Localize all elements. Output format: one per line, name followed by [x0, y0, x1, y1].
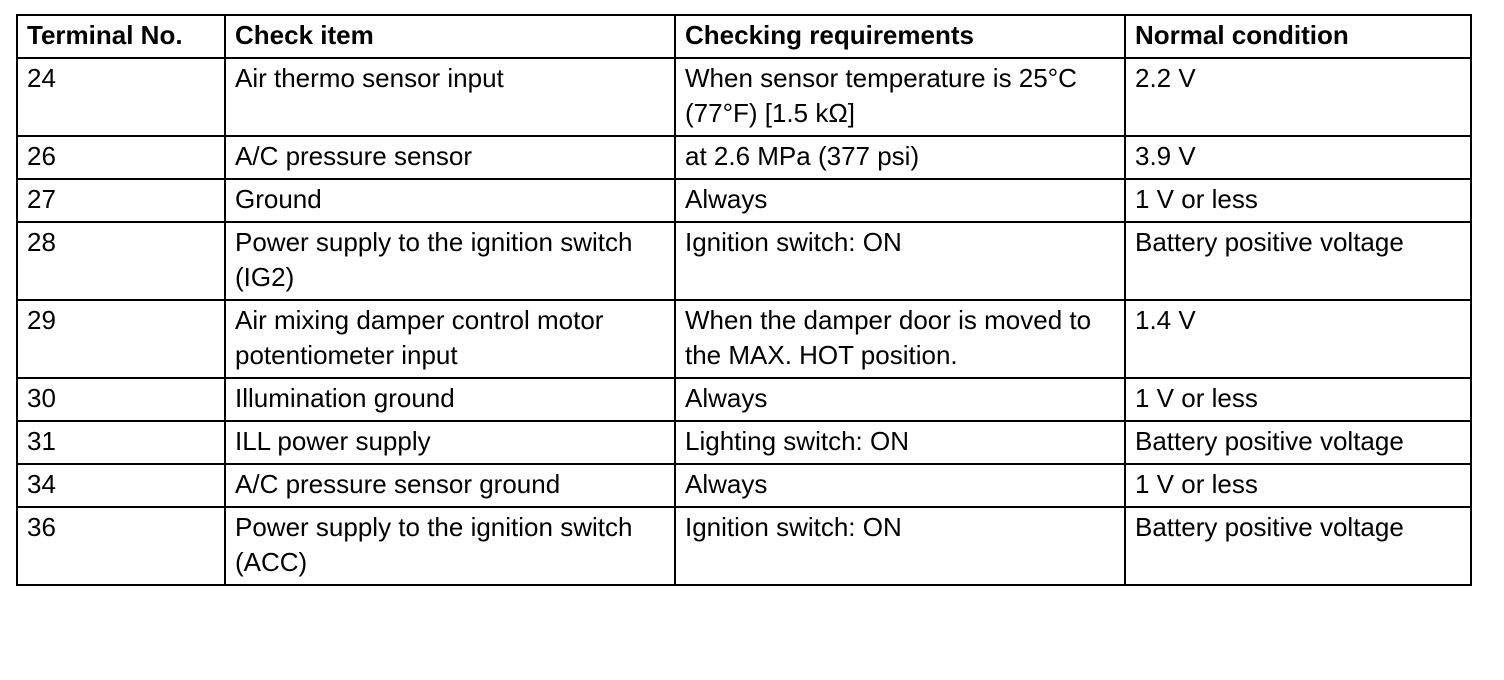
terminal-cell: 28: [17, 222, 225, 300]
terminal-cell: 34: [17, 464, 225, 507]
check-item-cell: ILL power supply: [225, 421, 675, 464]
requirement-cell: Ignition switch: ON: [675, 222, 1125, 300]
normal-condition-cell: Battery positive voltage: [1125, 222, 1471, 300]
check-item-cell: Air mixing damper control motor potentiometer input: [225, 300, 675, 378]
table-row: [17, 378, 1471, 421]
check-item-cell: Illumination ground: [225, 378, 675, 421]
table-row: [17, 179, 1471, 222]
table-row: [17, 464, 1471, 507]
check-item-cell: Power supply to the ignition switch (ACC): [225, 507, 675, 585]
table-row: [17, 507, 1471, 585]
terminal-cell: 29: [17, 300, 225, 378]
header-terminal-no: Terminal No.: [17, 15, 225, 58]
check-item-cell: Ground: [225, 179, 675, 222]
requirement-cell: Lighting switch: ON: [675, 421, 1125, 464]
normal-condition-cell: 2.2 V: [1125, 58, 1471, 136]
normal-condition-cell: 1 V or less: [1125, 179, 1471, 222]
terminal-check-table: [16, 14, 1472, 586]
requirement-cell: at 2.6 MPa (377 psi): [675, 136, 1125, 179]
requirement-cell: Always: [675, 179, 1125, 222]
check-item-cell: A/C pressure sensor ground: [225, 464, 675, 507]
normal-condition-cell: 1 V or less: [1125, 378, 1471, 421]
requirement-cell: Always: [675, 464, 1125, 507]
table-row: [17, 136, 1471, 179]
terminal-cell: 31: [17, 421, 225, 464]
table-row: [17, 300, 1471, 378]
header-checking-requirements: Checking requirements: [675, 15, 1125, 58]
header-check-item: Check item: [225, 15, 675, 58]
normal-condition-cell: 1 V or less: [1125, 464, 1471, 507]
table-row: [17, 421, 1471, 464]
terminal-cell: 24: [17, 58, 225, 136]
requirement-cell: When the damper door is moved to the MAX. HOT position.: [675, 300, 1125, 378]
requirement-cell: When sensor temperature is 25°C (77°F) [1.5 kΩ]: [675, 58, 1125, 136]
requirement-cell: Always: [675, 378, 1125, 421]
requirement-cell: Ignition switch: ON: [675, 507, 1125, 585]
table-row: [17, 222, 1471, 300]
normal-condition-cell: Battery positive voltage: [1125, 507, 1471, 585]
table-header-row: [17, 15, 1471, 58]
terminal-cell: 26: [17, 136, 225, 179]
terminal-cell: 30: [17, 378, 225, 421]
normal-condition-cell: 3.9 V: [1125, 136, 1471, 179]
terminal-cell: 27: [17, 179, 225, 222]
normal-condition-cell: 1.4 V: [1125, 300, 1471, 378]
table-row: [17, 58, 1471, 136]
check-item-cell: A/C pressure sensor: [225, 136, 675, 179]
check-item-cell: Air thermo sensor input: [225, 58, 675, 136]
normal-condition-cell: Battery positive voltage: [1125, 421, 1471, 464]
check-item-cell: Power supply to the ignition switch (IG2): [225, 222, 675, 300]
header-normal-condition: Normal condition: [1125, 15, 1471, 58]
terminal-cell: 36: [17, 507, 225, 585]
